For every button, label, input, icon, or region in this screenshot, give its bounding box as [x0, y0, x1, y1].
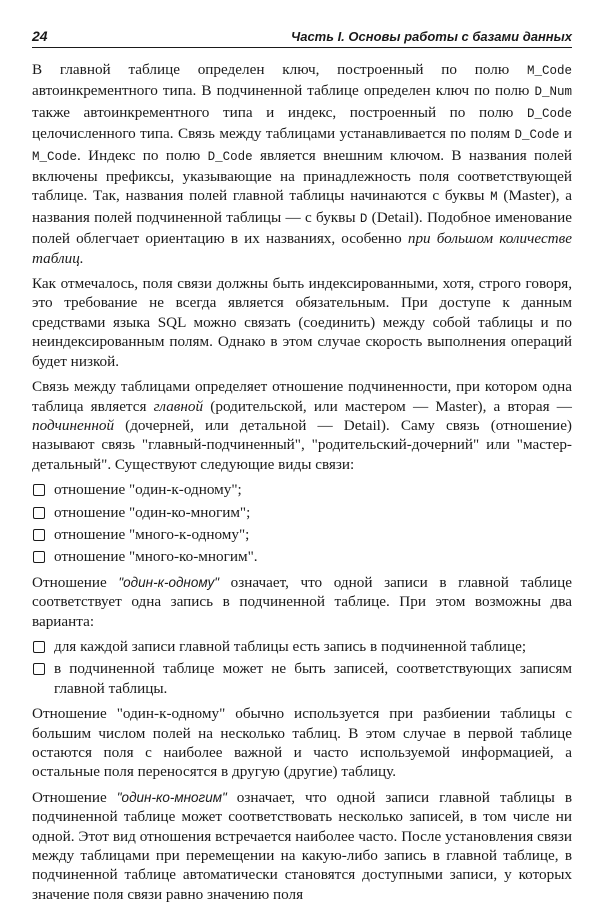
paragraph-one-to-one: Отношение "один-к-одному" означает, что одной записи в главной таблице соответствует одна запись в подчиненной таблице. При этом возможны два варианта:	[32, 573, 572, 630]
paragraph-indexing: Как отмечалось, поля связи должны быть индексированными, хотя, строго говоря, это требование не всегда является обязательным. При доступе к данным средствами языка SQL можно связать (соединить) между собой таблицы и по неиндексированным полям. Однако в этом случае скорость выполнения операций будет низкой.	[32, 275, 572, 370]
field-name: M_Code	[526, 64, 572, 78]
field-name: D_Code	[207, 149, 253, 164]
field-name: D_Code	[514, 128, 560, 143]
variants-list	[32, 637, 572, 698]
term-sub: подчиненной	[32, 416, 115, 434]
checkbox-bullet-icon	[33, 484, 45, 496]
relation-types-list	[32, 480, 572, 567]
list-item: отношение "много-к-одному";	[32, 525, 572, 544]
page-body	[32, 60, 572, 904]
section-title: Часть I. Основы работы с базами данных	[291, 29, 572, 44]
field-name: D	[359, 211, 368, 226]
checkbox-bullet-icon	[33, 551, 45, 563]
term-main: главной	[153, 397, 204, 415]
paragraph-keys: В главной таблице определен ключ, построенный по полю M_Code автоинкрементного типа. В подчиненной таблице определен ключ по полю D_Num также автоинкрементного типа и индекс, построенный по полю D_Code целочисленного типа. Связь между таблицами устанавливается по полям D_Code и M_Code. Индекс по полю D_Code является внешним ключом. В названия полей включены префиксы, указывающие на принадлежность поля соответствующей таблице. Так, названия полей главной таблицы начинаются с буквы M (Master), а названия полей подчиненной таблицы — с буквы D (Detail). Подобное именование полей облегчает ориентацию в их названиях, особенно при большом количестве таблиц.	[32, 61, 573, 267]
list-item: отношение "один-к-одному";	[32, 480, 572, 499]
checkbox-bullet-icon	[33, 529, 45, 541]
page-number: 24	[32, 28, 48, 44]
list-item: в подчиненной таблице может не быть записей, соответствующих записям главной таблицы.	[32, 659, 572, 698]
field-name: M_Code	[32, 149, 78, 164]
checkbox-bullet-icon	[33, 663, 45, 675]
field-name: D_Num	[534, 85, 572, 100]
field-name: M	[490, 190, 498, 205]
list-item: отношение "много-ко-многим".	[32, 547, 572, 566]
term-one-to-one: "один-к-одному"	[118, 574, 219, 590]
list-item: отношение "один-ко-многим";	[32, 503, 572, 522]
checkbox-bullet-icon	[33, 507, 45, 519]
paragraph-one-to-one-usage: Отношение "один-к-одному" обычно используется при разбиении таблицы с большим числом полей на несколько таблиц. В этом случае в первой таблице остаются поля с наиболее важной и часто используемой информацией, а остальные поля переносятся в другую (другие) таблицу.	[32, 705, 572, 781]
checkbox-bullet-icon	[33, 641, 45, 653]
page-header	[32, 28, 572, 48]
book-page	[32, 28, 572, 910]
field-name: D_Code	[526, 106, 572, 121]
paragraph-one-to-many: Отношение "один-ко-многим" означает, что одной записи главной таблицы в подчиненной таблице может соответствовать несколько записей, в том числе ни одной. Этот вид отношения встречается наиболее часто. После установления связи между таблицами при перемещении на какую-либо запись в главной таблице, в подчиненной таблице автоматически становятся доступными записи, у которых значение поля связи равно значению поля	[32, 788, 572, 903]
list-item: для каждой записи главной таблицы есть запись в подчиненной таблице;	[32, 637, 572, 656]
term-one-to-many: "один-ко-многим"	[116, 789, 227, 805]
paragraph-relations: Связь между таблицами определяет отношение подчиненности, при котором одна таблица является главной (родительской, или мастером — Master), а вторая — подчиненной (дочерней, или детальной — Detail). Саму связь (отношение) называют связь "главный-подчиненный", "родительский-дочерний" или "мастер-детальный". Существуют следующие виды связи:	[32, 378, 572, 473]
